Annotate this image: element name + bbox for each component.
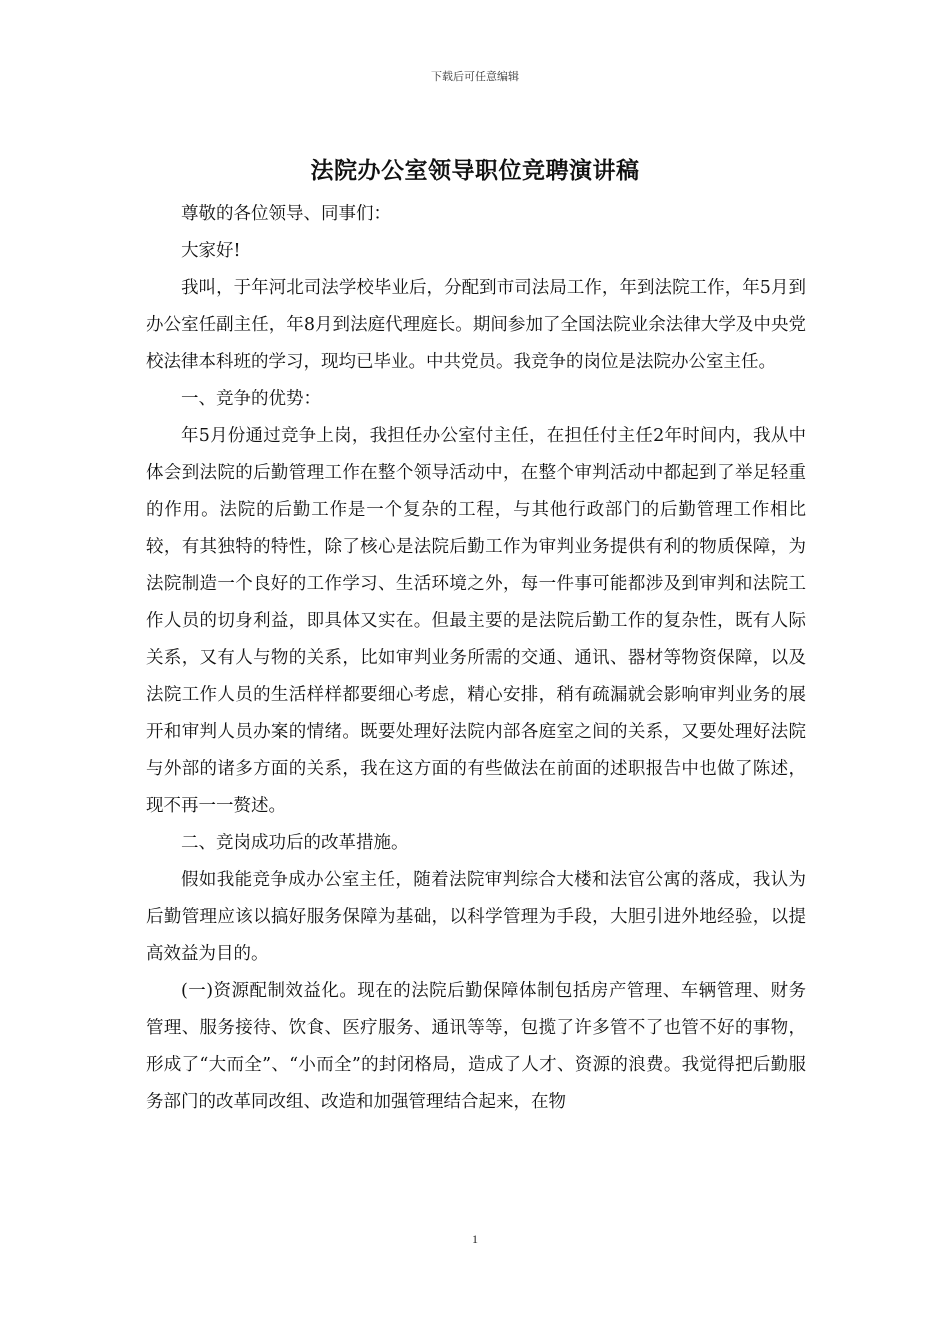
paragraph-advantages: 年5月份通过竞争上岗，我担任办公室付主任，在担任付主任2年时间内，我从中体会到法院的后勤管理工作在整个领导活动中，在整个审判活动中都起到了举足轻重的作用。法院的后勤工作是一个复杂的工程，与其他行政部门的后勤管理工作相比较，有其独特的特性，除了核心是法院后勤工作为审判业务提供有利的物质保障，为法院制造一个良好的工作学习、生活环境之外，每一件事可能都涉及到审判和法院工作人员的切身利益，即具体又实在。但最主要的是法院后勤工作的复杂性，既有人际关系，又有人与物的关系，比如审判业务所需的交通、通讯、器材等物资保障，以及法院工作人员的生活样样都要细心考虑，精心安排，稍有疏漏就会影响审判业务的展开和审判人员办案的情绪。既要处理好法院内部各庭室之间的关系，又要处理好法院与外部的诸多方面的关系，我在这方面的有些做法在前面的述职报告中也做了陈述，现不再一一赘述。 [146, 426, 806, 816]
paragraph-greeting: 大家好! [181, 241, 241, 261]
page-number: 1 [472, 1232, 478, 1246]
section-heading-reform: 二、竞岗成功后的改革措施。 [181, 833, 409, 853]
document-body [146, 196, 806, 1121]
paragraph-introduction: 我叫，于年河北司法学校毕业后，分配到市司法局工作，年到法院工作，年5月到办公室任副主任，年8月到法庭代理庭长。期间参加了全国法院业余法律大学及中央党校法律本科班的学习，现均已毕业。中共党员。我竞争的岗位是法院办公室主任。 [146, 278, 806, 372]
paragraph-reform-intro: 假如我能竞争成办公室主任，随着法院审判综合大楼和法官公寓的落成，我认为后勤管理应该以搞好服务保障为基础，以科学管理为手段，大胆引进外地经验，以提高效益为目的。 [146, 870, 806, 964]
header-note: 下载后可任意编辑 [431, 70, 519, 83]
paragraph-resource-allocation: (一)资源配制效益化。现在的法院后勤保障体制包括房产管理、车辆管理、财务管理、服务接待、饮食、医疗服务、通讯等等，包揽了许多管不了也管不好的事物，形成了“大而全”、“小而全”的封闭格局，造成了人才、资源的浪费。我觉得把后勤服务部门的改革同改组、改造和加强管理结合起来，在物 [146, 981, 806, 1112]
paragraph-salutation: 尊敬的各位领导、同事们： [181, 204, 391, 224]
section-heading-advantages: 一、竞争的优势： [181, 389, 321, 409]
document-title: 法院办公室领导职位竞聘演讲稿 [310, 158, 640, 184]
